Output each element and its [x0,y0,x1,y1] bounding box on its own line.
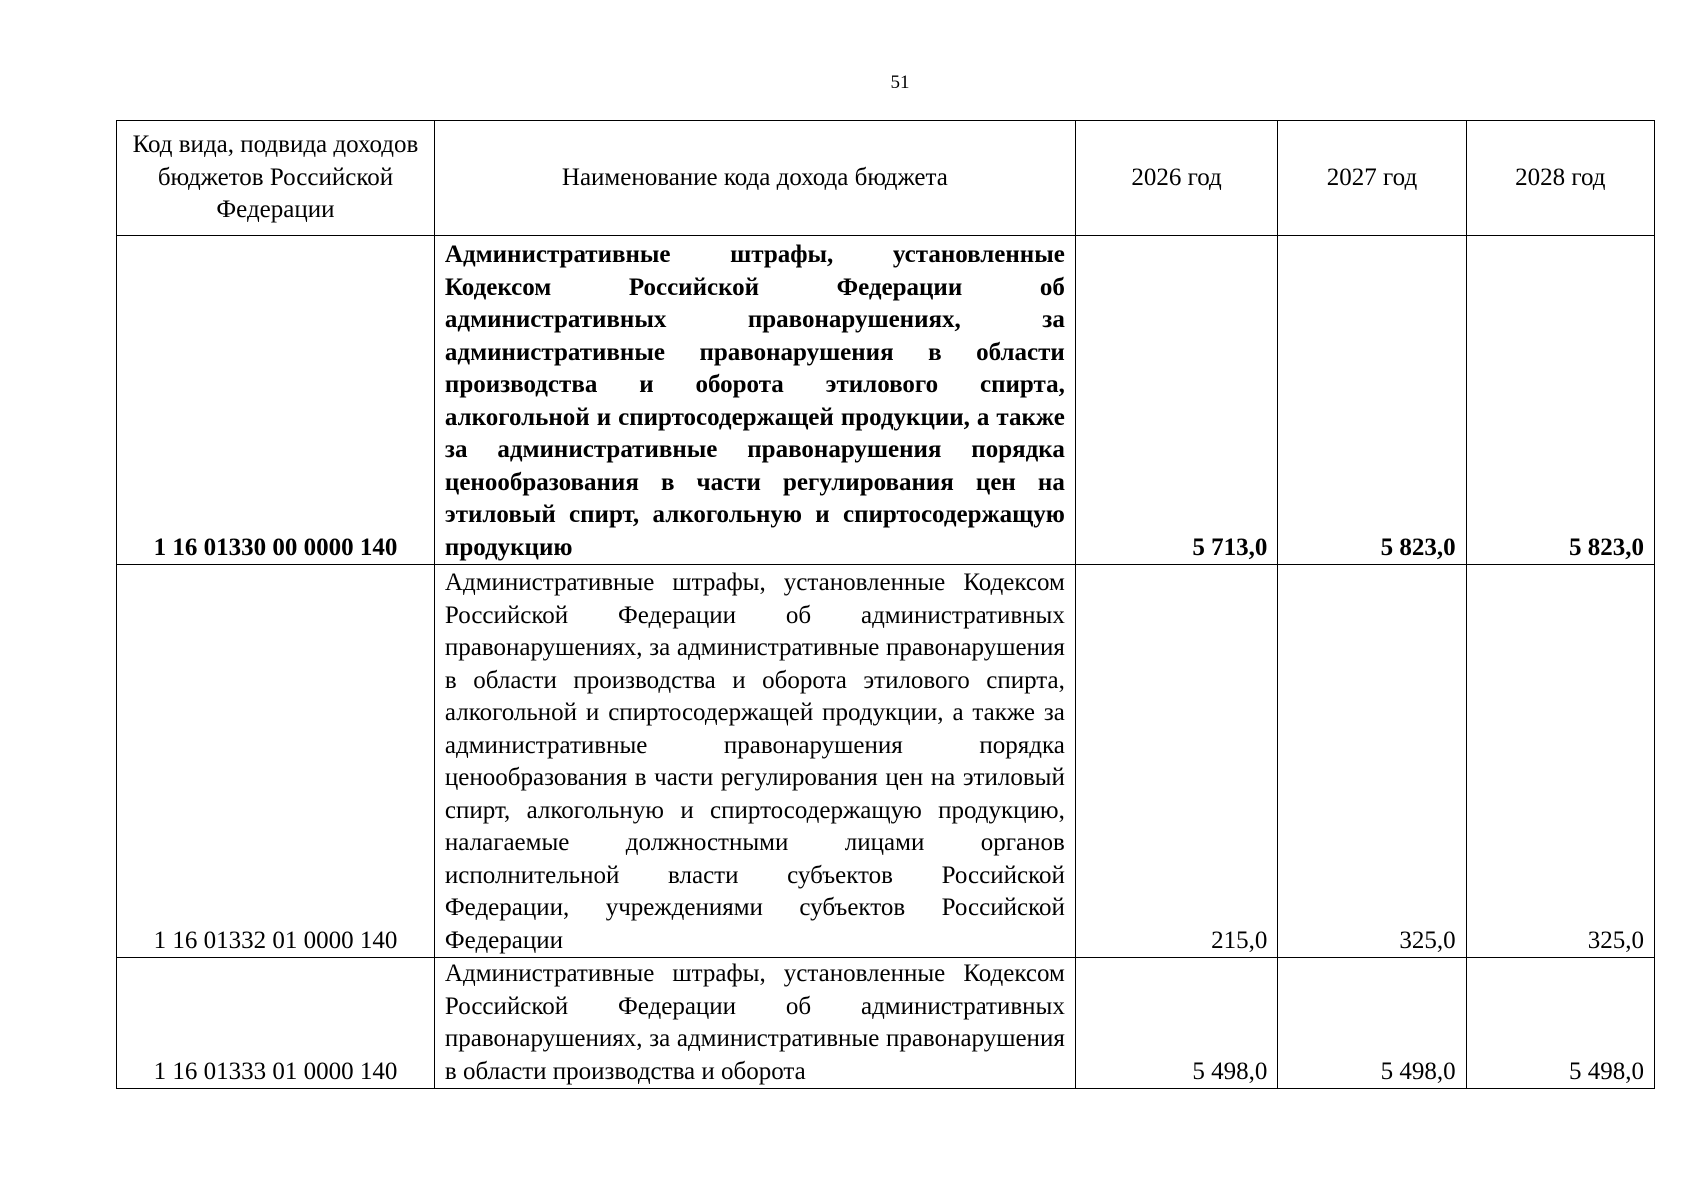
header-year-2028: 2028 год [1466,121,1654,236]
header-code: Код вида, подвида доходов бюджетов Российской Федерации [117,121,435,236]
row-value-2028: 325,0 [1466,565,1654,958]
table-row [117,958,1655,1089]
row-value-2026: 5 498,0 [1075,958,1278,1089]
header-year-2026: 2026 год [1075,121,1278,236]
page-number: 51 [890,72,910,93]
row-value-2027: 5 823,0 [1278,236,1466,565]
table-header-row [117,121,1655,236]
table-row [117,236,1655,565]
row-name: Административные штрафы, установленные Кодексом Российской Федерации об административных правонарушениях, за административные правонарушения в области производства и оборота этилового спирта, алкогольной и спиртосодержащей продукции, а также за административные правонарушения порядка ценообразования в части регулирования цен на этиловый спирт, алкогольную и спиртосодержащую продукцию [434,236,1075,565]
header-year-2027: 2027 год [1278,121,1466,236]
row-value-2026: 5 713,0 [1075,236,1278,565]
table-row [117,565,1655,958]
header-name: Наименование кода дохода бюджета [434,121,1075,236]
revenue-table [116,120,1655,1089]
row-code: 1 16 01332 01 0000 140 [117,565,435,958]
row-value-2027: 325,0 [1278,565,1466,958]
row-name: Административные штрафы, установленные Кодексом Российской Федерации об административных правонарушениях, за административные правонарушения в области производства и оборота этилового спирта, алкогольной и спиртосодержащей продукции, а также за административные правонарушения порядка ценообразования в части регулирования цен на этиловый спирт, алкогольную и спиртосодержащую продукцию, налагаемые должностными лицами органов исполнительной власти субъектов Российской Федерации, учреждениями субъектов Российской Федерации [434,565,1075,958]
row-value-2028: 5 823,0 [1466,236,1654,565]
row-name: Административные штрафы, установленные Кодексом Российской Федерации об административных правонарушениях, за административные правонарушения в области производства и оборота [434,958,1075,1089]
row-code: 1 16 01330 00 0000 140 [117,236,435,565]
row-value-2028: 5 498,0 [1466,958,1654,1089]
row-code: 1 16 01333 01 0000 140 [117,958,435,1089]
row-value-2027: 5 498,0 [1278,958,1466,1089]
row-value-2026: 215,0 [1075,565,1278,958]
